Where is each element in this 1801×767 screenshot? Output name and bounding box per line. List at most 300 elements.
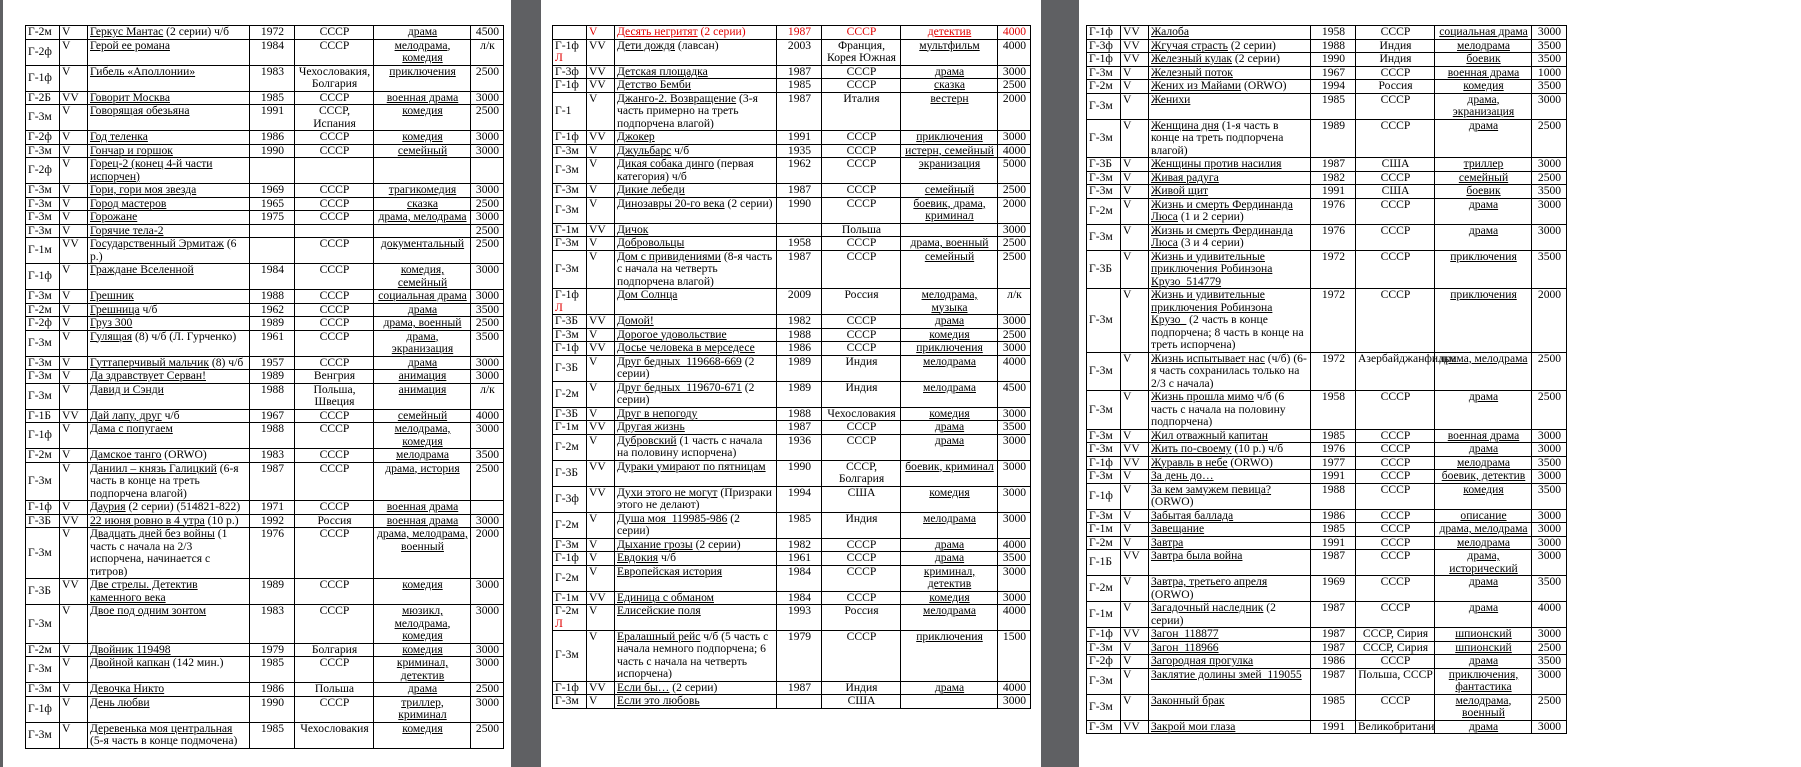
film-title-link[interactable]: Дом Солнца [617,288,678,301]
film-title-link[interactable]: Двадцать дней без войны [90,527,215,540]
shelf-code-cell [553,197,587,223]
film-note: (2 серии) [1227,38,1276,52]
film-title-cell [88,105,250,131]
film-genre: драма [1435,119,1532,158]
film-title-link[interactable]: Гори, гори моя звезда [90,183,197,196]
film-row [1087,53,1567,67]
shelf-code: Г-2м [555,517,579,531]
film-title-link[interactable]: Две стрелы. Детектив каменного века [90,578,198,604]
film-title-link[interactable]: День любви [90,695,150,709]
shelf-code-cell [26,683,60,697]
film-title-link[interactable]: Живой щит [1151,184,1209,197]
film-title-cell [88,643,250,657]
shelf-code-cell [1087,602,1121,628]
film-row [26,356,504,370]
shelf-code-cell [26,514,60,528]
film-genre: приключения [901,131,998,145]
film-title-link[interactable]: Забытая баллада [1151,508,1234,522]
film-title-link[interactable]: Горожане [90,210,138,223]
film-title-cell [1149,470,1311,484]
film-price: 3000 [471,91,504,105]
film-title-link[interactable]: Говорящая обезьяна [90,104,190,117]
film-row [1087,509,1567,523]
film-title-link[interactable]: Жил отважный капитан [1151,428,1268,442]
film-country: СССР [822,237,901,251]
quality-mark: V [587,434,615,460]
film-price: 3000 [998,315,1031,329]
shelf-code-cell [26,26,60,40]
film-title-link[interactable]: Жизнь и смерть Фердинанда Люса [1151,223,1293,249]
shelf-code: Г-3м [1089,442,1113,455]
film-price: 3000 [998,65,1031,79]
film-title-link[interactable]: Домой! [617,314,654,327]
quality-mark: VV [587,223,615,237]
film-title-link[interactable]: Дети дождя [617,38,676,52]
film-title-link[interactable]: Герой ее романа [90,38,170,52]
film-genre: драма, экранизация [1435,93,1532,119]
shelf-code: Г-3м [28,210,52,223]
shelf-code-cell [553,605,587,631]
film-row [26,158,504,184]
film-title-link[interactable]: Говорит Москва [90,90,170,104]
film-title-link[interactable]: 22 июня ровно в 4 утра [90,513,205,527]
film-title-link[interactable]: Гулящая [90,329,133,343]
shelf-code: Г-3м [555,163,579,177]
film-title-cell [88,696,250,722]
film-title-link[interactable]: Год теленка [90,130,148,143]
film-note: (1-я часть в конце на треть подпорчена влагой) [1151,118,1284,157]
shelf-code: Г-3м [1089,65,1113,79]
film-price: 3000 [471,657,504,683]
film-row [1087,668,1567,694]
film-row [26,696,504,722]
film-price: л/к [471,39,504,65]
shelf-code-cell [1087,224,1121,250]
film-row [26,26,504,40]
film-genre: комедия [1435,80,1532,94]
film-price: 2500 [998,184,1031,198]
film-title-link[interactable]: Завещание [1151,522,1205,535]
film-year: 1988 [777,407,822,421]
shelf-code-cell [26,197,60,211]
film-row [553,315,1031,329]
shelf-code: Г-3м [1089,469,1113,482]
film-title-cell [88,657,250,683]
film-genre: драма [1435,576,1532,602]
film-title-link[interactable]: Друг бедных_119670-671 [617,380,742,394]
film-title-link[interactable]: За кем замужем певица? [1151,482,1272,496]
film-title-link[interactable]: Европейская история [617,564,723,578]
film-title-link[interactable]: Живая радуга [1151,170,1219,184]
page-gap-right [1041,0,1079,767]
shelf-code-cell [26,303,60,317]
film-title-link[interactable]: Двое под одним зонтом [90,604,207,617]
film-year: 1989 [1311,119,1356,158]
film-price: 3000 [998,695,1031,709]
film-title-link[interactable]: Дом с привидениями [617,249,721,263]
film-price: 2500 [471,317,504,331]
shelf-code-cell [26,238,60,264]
shelf-code: Г-3ф [1089,38,1113,52]
film-title-cell [615,565,777,591]
film-row [553,26,1031,40]
shelf-code: Г-3м [1089,508,1113,522]
shelf-mark: Л [555,300,563,314]
film-title-cell [88,528,250,579]
film-year: 1989 [250,370,295,384]
film-country: СССР [295,409,374,423]
shelf-code: Г-1ф [555,680,579,694]
film-row [553,237,1031,251]
film-price: 1000 [1532,66,1567,80]
film-title-link[interactable]: Если бы… [617,680,670,694]
film-title-link[interactable]: Женихи [1151,92,1191,106]
film-row [26,579,504,605]
film-genre: комедия [901,328,998,342]
film-title-link[interactable]: Законный брак [1151,693,1225,707]
film-note: (2 серии) [1151,601,1276,627]
film-row [1087,119,1567,158]
shelf-code-cell [26,462,60,501]
film-title-link[interactable]: Гибель «Аполлонии» [90,64,196,78]
film-title-link[interactable]: Дубровский [617,433,677,447]
film-price: 3000 [998,486,1031,512]
quality-mark: VV [60,409,88,423]
film-title-link[interactable]: Дыхание грозы [617,537,693,551]
film-title-link[interactable]: Десять негритят [617,25,698,38]
film-title-link[interactable]: Горячие тела-2 [90,223,164,237]
film-title-link[interactable]: Если это любовь [617,694,700,707]
film-year: 1975 [250,211,295,225]
film-title-link[interactable]: Грешница [90,302,140,316]
film-title-cell [88,330,250,356]
quality-mark: VV [1121,53,1149,67]
film-title-link[interactable]: Друг в непогоду [617,406,698,420]
film-price: л/к [998,289,1031,315]
film-row [26,383,504,409]
shelf-code: Г-1ф [555,38,579,52]
film-title-link[interactable]: Давид и Сэнди [90,382,164,396]
film-country: СССР [822,184,901,198]
shelf-code: Г-3м [1089,170,1113,184]
film-price: 3000 [1532,429,1567,443]
film-table-1 [25,25,504,749]
film-title-cell [1149,224,1311,250]
film-price: 3000 [471,184,504,198]
shelf-code: Г-3м [28,388,52,402]
film-genre: детектив [901,26,998,40]
film-row [1087,483,1567,509]
shelf-code-cell [1087,119,1121,158]
film-title-link[interactable]: Закрой мои глаза [1151,719,1236,733]
film-title-link[interactable]: Загородная прогулка [1151,654,1254,667]
quality-mark: VV [587,131,615,145]
quality-mark: V [60,131,88,145]
film-row [553,565,1031,591]
shelf-code-cell [553,250,587,289]
film-title-link[interactable]: Загон_118966 [1151,640,1219,654]
quality-mark: V [60,643,88,657]
film-title-link[interactable]: Загадочный наследник [1151,601,1264,614]
shelf-code-cell [26,383,60,409]
shelf-code-cell [553,131,587,145]
film-genre: драма [901,681,998,695]
film-row [553,79,1031,93]
film-country: Венгрия [295,370,374,384]
quality-mark: VV [1121,39,1149,53]
film-genre: драма, военный [901,237,998,251]
shelf-code: Г-3м [1089,640,1113,654]
film-country: СССР [1356,250,1435,289]
film-row [553,342,1031,356]
film-title-cell [615,131,777,145]
film-genre: семейный [901,184,998,198]
film-title-link[interactable]: Двойник 119498 [90,642,171,656]
shelf-code-cell [1087,93,1121,119]
quality-mark: V [1121,185,1149,199]
shelf-code: Г-3Б [1089,262,1113,275]
film-title-link[interactable]: Журавль в небе [1151,455,1228,469]
film-price: 3500 [1532,483,1567,509]
film-title-link[interactable]: Жизнь и удивительные приключения Робинзона Крузо_ [1151,288,1273,326]
film-genre [901,695,998,709]
film-title-link[interactable]: Жизнь испытывает нас [1151,351,1265,365]
film-title-link[interactable]: Дамское танго [90,448,162,461]
film-country: СССР [1356,119,1435,158]
film-title-link[interactable]: Государственный Эрмитаж [90,237,224,250]
film-row [553,486,1031,512]
film-genre: драма [901,552,998,566]
film-title-link[interactable]: Гончар и горшок [90,143,173,157]
film-title-link[interactable]: Геркус Мантас [90,25,164,38]
film-price: 3000 [1532,198,1567,224]
quality-mark: V [587,144,615,158]
film-country [295,224,374,238]
film-year: 1979 [777,630,822,681]
film-price: 3500 [471,449,504,463]
film-title-cell [1149,93,1311,119]
film-country: СССР [822,538,901,552]
quality-mark: V [60,696,88,722]
film-title-link[interactable]: Загон_118877 [1151,627,1219,640]
film-title-link[interactable]: Железный поток [1151,65,1233,79]
film-genre: комедия [374,643,471,657]
film-row [26,409,504,423]
film-price: 3000 [998,434,1031,460]
film-price: 3500 [471,330,504,356]
film-year: 1986 [777,342,822,356]
film-year: 1986 [1311,509,1356,523]
quality-mark: V [1121,224,1149,250]
film-genre: комедия [374,105,471,131]
film-title-link[interactable]: Даурия [90,500,126,513]
film-title-link[interactable]: Дураки умирают по пятницам [617,459,766,473]
film-row [553,144,1031,158]
quality-mark: V [1121,289,1149,353]
film-title-link[interactable]: Город мастеров [90,196,167,210]
film-title-link[interactable]: Деревенька моя центральная [90,721,233,735]
film-country: Индия [822,512,901,538]
film-row [1087,602,1567,628]
film-country: СССР [295,211,374,225]
film-title-link[interactable]: Дама с попугаем [90,422,173,435]
film-country: СССР [822,197,901,223]
film-title-link[interactable]: Душа моя_119985-986 [617,511,728,525]
film-title-cell [88,449,250,463]
film-year: 1985 [250,657,295,683]
film-year: 1990 [777,197,822,223]
film-note: (ORWO) [1151,495,1194,508]
film-title-link[interactable]: Детство Бемби [617,78,691,91]
film-note: (5-я часть в конце подмочена) [90,734,238,747]
film-title-link[interactable]: Джанго-2. Возвращение [617,91,737,105]
film-row [26,514,504,528]
film-title-link[interactable]: Железный кулак [1151,52,1233,65]
shelf-code-cell [26,722,60,748]
film-title-link[interactable]: Заклятие долины змей_119055 [1151,667,1302,681]
film-row [553,197,1031,223]
film-title-link[interactable]: Джокер [617,130,655,143]
film-row [553,460,1031,486]
film-genre: драма, экранизация [374,330,471,356]
film-title-link[interactable]: Завтра, третьего апреля [1151,575,1268,588]
film-price: 3000 [1532,720,1567,734]
quality-mark: V [60,501,88,515]
quality-mark: V [60,39,88,65]
shelf-code-cell [26,91,60,105]
film-title-link[interactable]: Дикая собака динго [617,157,715,170]
film-title-link[interactable]: Дай лапу, друг [90,408,162,422]
film-title-link[interactable]: Женщины против насилия [1151,157,1282,170]
film-country: СССР [1356,550,1435,576]
film-note: (8-я часть с начала на четверть подпорчена влагой) [617,249,773,288]
film-title-link[interactable]: Дикие лебеди [617,183,685,196]
film-title-link[interactable]: Грешник [90,289,134,302]
film-country: СССР [1356,93,1435,119]
film-title-link[interactable]: Жить по-своему [1151,442,1232,455]
shelf-code: Г-1Б [28,408,52,422]
film-title-link[interactable]: Даниил – князь Галицкий [90,461,217,475]
film-title-link[interactable]: Женщина дня [1151,118,1219,132]
film-title-link[interactable]: Девочка Никто [90,682,165,695]
film-title-link[interactable]: Жених из Майами [1151,79,1242,92]
shelf-code-cell [26,39,60,65]
film-title-link[interactable]: Джульбарс [617,143,672,157]
quality-mark: V [587,552,615,566]
film-row [26,131,504,145]
film-price [471,501,504,515]
film-title-link[interactable]: Динозавры 20-го века [617,196,725,210]
film-title-cell [615,421,777,435]
film-country: СССР [295,290,374,304]
film-country: Польша, СССР [1356,668,1435,694]
film-title-link[interactable]: Досье человека в мерседесе [617,341,755,354]
film-title-link[interactable]: Завтра была война [1151,549,1243,562]
film-country: СССР [1356,536,1435,550]
shelf-code: Г-1ф [1089,25,1113,38]
film-title-link[interactable]: Да здравствует Серван! [90,369,206,382]
film-title-link[interactable]: Детская площадка [617,64,708,78]
film-title-link[interactable]: Ералашный рейс [617,629,701,643]
film-title-link[interactable]: Жизнь прошла мимо [1151,390,1254,403]
film-row [553,39,1031,65]
film-note: (Призраки этого не делают) [617,485,772,511]
film-title-link[interactable]: Единица с обманом [617,590,714,604]
film-title-link[interactable]: За день до… [1151,469,1214,482]
film-country: СССР, Сирия [1356,641,1435,655]
shelf-code-cell [1087,429,1121,443]
shelf-code: Г-1Б [1089,555,1113,569]
shelf-code-cell [1087,523,1121,537]
film-year: 1985 [777,512,822,538]
film-country: Индия [822,381,901,407]
film-title-link[interactable]: Завтра [1151,535,1184,549]
film-genre: военная драма [374,514,471,528]
film-country: СССР [1356,224,1435,250]
shelf-code-cell [26,105,60,131]
film-title-link[interactable]: Двойной капкан [90,656,170,669]
film-title-link[interactable]: Духи этого не могут [617,485,718,499]
film-price: 2000 [998,92,1031,131]
film-country: Болгария [295,643,374,657]
shelf-code: Г-1м [1089,607,1113,621]
film-title-link[interactable]: Горец-2 (конец 4-й части испорчен) [90,157,213,183]
film-country: СССР [1356,470,1435,484]
film-title-cell [88,197,250,211]
film-row [553,355,1031,381]
film-title-link[interactable]: Груз 300 [90,316,133,329]
quality-mark: VV [587,65,615,79]
film-country: СССР [1356,602,1435,628]
shelf-code-cell [553,144,587,158]
quality-mark: VV [1121,720,1149,734]
film-title-link[interactable]: Друг бедных_119668-669 [617,354,742,368]
film-title-link[interactable]: Евдокия [617,551,659,564]
film-title-cell [1149,483,1311,509]
film-title-link[interactable]: Жизнь и смерть Фердинанда Люса [1151,197,1293,223]
page-gap-middle [511,0,541,767]
film-title-link[interactable]: Граждане Вселенной [90,263,194,276]
film-title-link[interactable]: Жгучая страсть [1151,38,1228,52]
film-title-link[interactable]: Елисейские поля [617,604,701,617]
film-title-link[interactable]: Гуттаперчивый мальчик [90,355,209,369]
film-note: (ORWO) [1151,587,1194,601]
film-genre: комедия [374,131,471,145]
film-title-cell [88,409,250,423]
film-title-link[interactable]: Жизнь и удивительные приключения Робинзона Крузо_514779 [1151,249,1273,288]
film-genre: истерн, семейный [901,144,998,158]
film-title-link[interactable]: Дичок [617,222,649,236]
shelf-code: Г-1ф [28,269,52,283]
shelf-code-cell [26,184,60,198]
shelf-mark: Л [555,51,563,65]
film-country: Чехословакия, Болгария [295,65,374,91]
shelf-code: Г-2ф [28,163,52,177]
quality-mark: V [587,237,615,251]
film-title-cell [88,224,250,238]
film-note: (10 р.) ч/б [1231,442,1284,455]
film-title-link[interactable]: Дорогое удовольствие [617,327,727,341]
film-row [26,184,504,198]
shelf-code-cell [553,552,587,566]
film-price: 3000 [1532,470,1567,484]
shelf-code: Г-2ф [1089,654,1113,667]
shelf-code-cell [1087,185,1121,199]
film-note: ч/б [139,302,158,316]
film-title-link[interactable]: Другая жизнь [617,420,685,433]
film-title-link[interactable]: Жалоба [1151,25,1189,38]
film-title-link[interactable]: Добровольцы [617,236,685,249]
